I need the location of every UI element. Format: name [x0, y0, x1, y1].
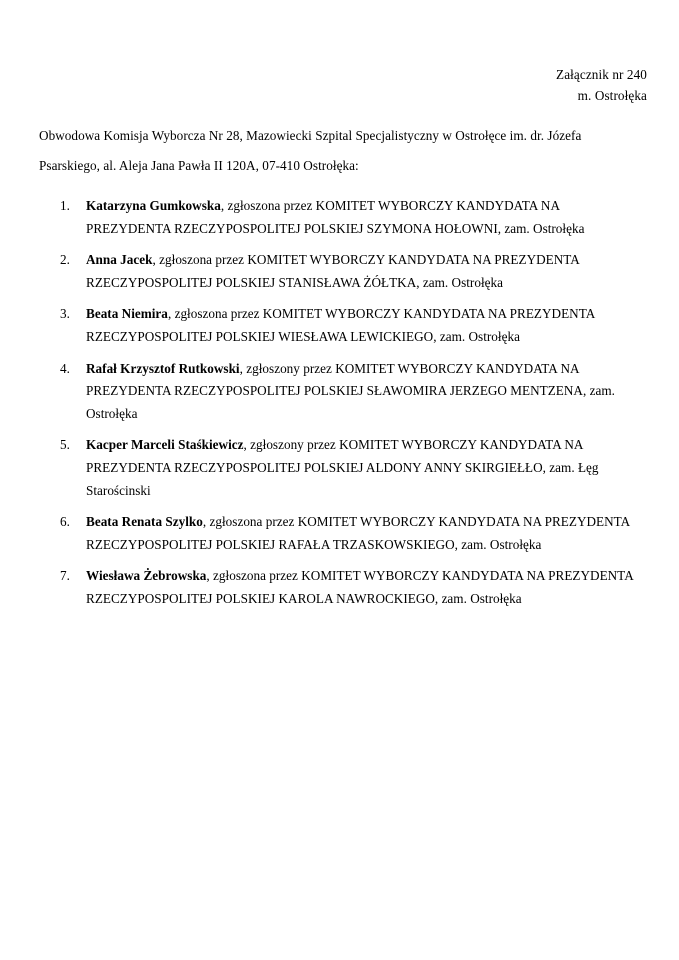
list-item-number: 1. — [60, 198, 70, 213]
list-item — [39, 303, 644, 348]
list-item-text — [86, 195, 644, 240]
attachment-number-label: Załącznik nr 240 — [556, 67, 647, 82]
commission-intro-paragraph — [39, 121, 639, 181]
list-item — [39, 511, 644, 556]
list-item-text — [86, 565, 644, 610]
member-details: , zgłoszona przez KOMITET WYBORCZY KANDYDATA NA PREZYDENTA RZECZYPOSPOLITEJ POLSKIEJ STANISŁAWA ŻÓŁTKA, zam. Ostrołęka — [86, 252, 580, 290]
list-item-number: 2. — [60, 252, 70, 268]
commission-members-list — [39, 195, 644, 611]
locality-label: m. Ostrołęka — [577, 88, 647, 103]
member-name: Rafał Krzysztof Rutkowski — [86, 360, 240, 376]
member-name: Kacper Marceli Staśkiewicz — [86, 437, 244, 453]
list-item-number: 3. — [60, 306, 70, 322]
list-item-number: 4. — [60, 360, 70, 376]
member-name: Anna Jacek — [86, 252, 153, 268]
member-name: Beata Renata Szylko — [86, 514, 203, 530]
member-name: Katarzyna Gumkowska — [86, 198, 221, 213]
member-name: Wiesława Żebrowska — [86, 568, 207, 584]
list-item-text — [86, 358, 644, 426]
commission-intro-line-2: Psarskiego, al. Aleja Jana Pawła II 120A, 07-410 Ostrołęka: — [39, 158, 359, 173]
document-header — [556, 64, 647, 106]
member-name: Beata Niemira — [86, 306, 168, 322]
list-item-number: 7. — [60, 568, 70, 584]
member-details: , zgłoszony przez KOMITET WYBORCZY KANDYDATA NA PREZYDENTA RZECZYPOSPOLITEJ POLSKIEJ ALDONY ANNY SKIRGIEŁŁO, zam. Łęg Starościnski — [86, 437, 599, 498]
list-item-number: 5. — [60, 437, 70, 453]
member-details: , zgłoszona przez KOMITET WYBORCZY KANDYDATA NA PREZYDENTA RZECZYPOSPOLITEJ POLSKIEJ KAROLA NAWROCKIEGO, zam. Ostrołęka — [86, 568, 634, 606]
list-item — [39, 565, 644, 610]
list-item-number: 6. — [60, 514, 70, 530]
list-item-text — [86, 249, 644, 294]
member-details: , zgłoszona przez KOMITET WYBORCZY KANDYDATA NA PREZYDENTA RZECZYPOSPOLITEJ POLSKIEJ RAFAŁA TRZASKOWSKIEGO, zam. Ostrołęka — [86, 514, 630, 552]
list-item — [39, 434, 644, 502]
member-details: , zgłoszony przez KOMITET WYBORCZY KANDYDATA NA PREZYDENTA RZECZYPOSPOLITEJ POLSKIEJ SŁAWOMIRA JERZEGO MENTZENA, zam. Ostrołęka — [86, 360, 615, 421]
member-details: , zgłoszona przez KOMITET WYBORCZY KANDYDATA NA PREZYDENTA RZECZYPOSPOLITEJ POLSKIEJ WIESŁAWA LEWICKIEGO, zam. Ostrołęka — [86, 306, 595, 344]
list-item-text — [86, 303, 644, 348]
list-item — [39, 249, 644, 294]
list-item-text — [86, 511, 644, 556]
list-item-text — [86, 434, 644, 502]
member-details: , zgłoszona przez KOMITET WYBORCZY KANDYDATA NA PREZYDENTA RZECZYPOSPOLITEJ POLSKIEJ SZYMONA HOŁOWNI, zam. Ostrołęka — [86, 198, 585, 236]
list-item — [39, 195, 644, 240]
list-item — [39, 358, 644, 426]
commission-intro-line-1: Obwodowa Komisja Wyborcza Nr 28, Mazowiecki Szpital Specjalistyczny w Ostrołęce im. dr. Józefa — [39, 128, 582, 143]
